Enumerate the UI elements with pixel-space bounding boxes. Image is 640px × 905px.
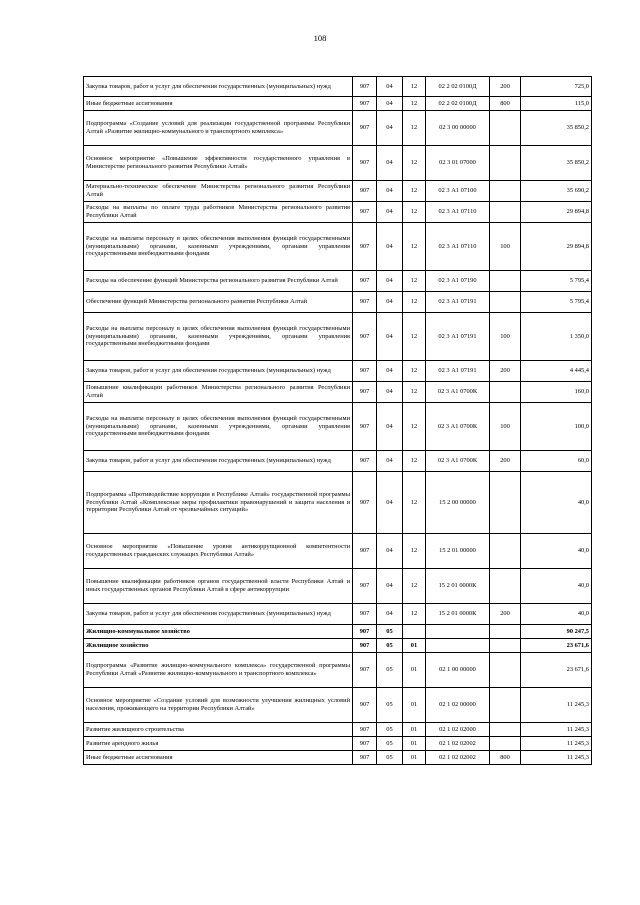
row-target-article: 02 3 01 07000 — [426, 146, 490, 181]
budget-table — [83, 76, 592, 765]
table-row — [84, 382, 592, 403]
table-row — [84, 569, 592, 604]
row-amount: 725,0 — [521, 77, 592, 97]
row-amount: 1 350,0 — [521, 313, 592, 361]
row-description: Закупка товаров, работ и услуг для обеспечения государственных (муниципальных) нужд — [84, 451, 353, 472]
row-description: Основное мероприятие «Повышение уровня антикоррупционной компетентности государственных гражданских служащих Республики Алтай» — [84, 534, 353, 569]
row-section-code: 04 — [377, 534, 403, 569]
row-section-code: 04 — [377, 403, 403, 451]
row-expense-type — [490, 569, 521, 604]
row-section-code: 04 — [377, 146, 403, 181]
row-ministry-code: 907 — [353, 472, 377, 534]
row-target-article: 02 3 А1 0700К — [426, 451, 490, 472]
row-ministry-code: 907 — [353, 77, 377, 97]
row-description: Расходы на выплаты персоналу в целях обеспечения выполнения функций государственными (муниципальными) органами, казенными учреждениями, органами управления государственными внебюджетными фондами — [84, 223, 353, 271]
row-amount: 35 690,2 — [521, 181, 592, 202]
row-ministry-code: 907 — [353, 223, 377, 271]
row-description: Основное мероприятие «Создание условий для возможности улучшения жилищных условий населения, проживающего на территории Республики Алтай» — [84, 688, 353, 723]
row-description: Подпрограмма «Создание условий для реализации государственной программы Республики Алтай «Развитие жилищно-коммунального и транспортного комплекса» — [84, 111, 353, 146]
row-target-article: 02 1 02 00000 — [426, 688, 490, 723]
row-section-code: 04 — [377, 569, 403, 604]
row-target-article: 02 1 02 02002 — [426, 751, 490, 765]
row-target-article: 02 2 02 0100Д — [426, 97, 490, 111]
row-description: Подпрограмма «Противодействие коррупции в Республике Алтай» государственной программы Республики Алтай «Комплексные меры профилактики правонарушений и защита населения и территории Республики Алтай от чрезвычайных ситуаций» — [84, 472, 353, 534]
row-subsection-code: 01 — [403, 737, 426, 751]
row-amount: 160,0 — [521, 382, 592, 403]
table-row — [84, 625, 592, 639]
row-subsection-code: 12 — [403, 451, 426, 472]
row-expense-type: 200 — [490, 77, 521, 97]
row-section-code: 04 — [377, 202, 403, 223]
row-expense-type: 100 — [490, 223, 521, 271]
table-row — [84, 271, 592, 292]
row-description: Жилищно-коммунальное хозяйство — [84, 625, 353, 639]
row-description: Расходы на обеспечение функций Министерства регионального развития Республики Алтай — [84, 271, 353, 292]
row-target-article: 15 2 01 00000 — [426, 534, 490, 569]
row-target-article: 15 2 00 00000 — [426, 472, 490, 534]
row-ministry-code: 907 — [353, 451, 377, 472]
row-section-code: 04 — [377, 271, 403, 292]
row-ministry-code: 907 — [353, 737, 377, 751]
row-subsection-code: 12 — [403, 77, 426, 97]
table-row — [84, 751, 592, 765]
row-section-code: 04 — [377, 451, 403, 472]
row-description: Основное мероприятие «Повышение эффективности государственного управления в Министерстве регионального развития Республики Алтай» — [84, 146, 353, 181]
row-subsection-code: 01 — [403, 639, 426, 653]
row-subsection-code: 12 — [403, 223, 426, 271]
row-ministry-code: 907 — [353, 111, 377, 146]
row-subsection-code: 12 — [403, 382, 426, 403]
page-number: 108 — [313, 33, 327, 43]
row-subsection-code: 01 — [403, 723, 426, 737]
row-section-code: 05 — [377, 688, 403, 723]
row-target-article: 02 1 02 02002 — [426, 737, 490, 751]
row-section-code: 04 — [377, 292, 403, 313]
row-expense-type — [490, 382, 521, 403]
row-description: Жилищное хозяйство — [84, 639, 353, 653]
row-subsection-code: 12 — [403, 111, 426, 146]
table-row — [84, 77, 592, 97]
row-section-code: 05 — [377, 723, 403, 737]
row-section-code: 04 — [377, 97, 403, 111]
row-ministry-code: 907 — [353, 313, 377, 361]
row-target-article: 15 2 01 0000К — [426, 604, 490, 625]
row-description: Повышение квалификации работников Министерства регионального развития Республики Алтай — [84, 382, 353, 403]
row-subsection-code: 01 — [403, 751, 426, 765]
table-row — [84, 361, 592, 382]
row-amount: 60,0 — [521, 451, 592, 472]
row-target-article — [426, 625, 490, 639]
row-description: Обеспечение функций Министерства регионального развития Республики Алтай — [84, 292, 353, 313]
row-section-code: 04 — [377, 77, 403, 97]
row-subsection-code: 01 — [403, 653, 426, 688]
row-ministry-code: 907 — [353, 625, 377, 639]
row-ministry-code: 907 — [353, 688, 377, 723]
row-subsection-code: 12 — [403, 271, 426, 292]
row-amount: 29 894,8 — [521, 223, 592, 271]
row-ministry-code: 907 — [353, 292, 377, 313]
row-section-code: 05 — [377, 737, 403, 751]
row-target-article: 02 2 02 0100Д — [426, 77, 490, 97]
row-target-article: 02 3 А1 07190 — [426, 271, 490, 292]
row-amount: 11 245,3 — [521, 688, 592, 723]
row-amount: 29 894,8 — [521, 202, 592, 223]
row-target-article: 02 3 А1 07191 — [426, 313, 490, 361]
row-amount: 4 445,4 — [521, 361, 592, 382]
table-row — [84, 223, 592, 271]
row-ministry-code: 907 — [353, 569, 377, 604]
row-expense-type — [490, 723, 521, 737]
row-subsection-code: 12 — [403, 146, 426, 181]
row-target-article: 02 3 00 00000 — [426, 111, 490, 146]
row-amount: 5 795,4 — [521, 271, 592, 292]
row-amount: 40,0 — [521, 604, 592, 625]
row-subsection-code: 12 — [403, 313, 426, 361]
row-amount: 115,0 — [521, 97, 592, 111]
row-section-code: 04 — [377, 313, 403, 361]
row-target-article: 02 1 00 00000 — [426, 653, 490, 688]
row-target-article — [426, 639, 490, 653]
row-amount: 100,0 — [521, 403, 592, 451]
table-row — [84, 534, 592, 569]
row-description: Материально-техническое обеспечение Министерства регионального развития Республики Алтай — [84, 181, 353, 202]
table-row — [84, 403, 592, 451]
row-subsection-code: 12 — [403, 604, 426, 625]
row-description: Иные бюджетные ассигнования — [84, 97, 353, 111]
row-subsection-code: 12 — [403, 361, 426, 382]
row-section-code: 05 — [377, 751, 403, 765]
row-expense-type — [490, 271, 521, 292]
row-description: Расходы на выплаты по оплате труда работников Министерства регионального развития Республики Алтай — [84, 202, 353, 223]
row-ministry-code: 907 — [353, 271, 377, 292]
row-subsection-code: 12 — [403, 569, 426, 604]
row-ministry-code: 907 — [353, 202, 377, 223]
row-amount: 11 245,3 — [521, 737, 592, 751]
row-section-code: 04 — [377, 382, 403, 403]
table-row — [84, 97, 592, 111]
table-row — [84, 313, 592, 361]
row-ministry-code: 907 — [353, 604, 377, 625]
table-row — [84, 604, 592, 625]
row-section-code: 04 — [377, 111, 403, 146]
row-ministry-code: 907 — [353, 97, 377, 111]
row-ministry-code: 907 — [353, 653, 377, 688]
row-expense-type — [490, 534, 521, 569]
row-subsection-code: 12 — [403, 292, 426, 313]
row-amount: 35 850,2 — [521, 111, 592, 146]
row-description: Иные бюджетные ассигнования — [84, 751, 353, 765]
row-ministry-code: 907 — [353, 181, 377, 202]
row-expense-type — [490, 292, 521, 313]
row-description: Расходы на выплаты персоналу в целях обеспечения выполнения функций государственными (муниципальными) органами, казенными учреждениями, органами управления государственными внебюджетными фондами — [84, 403, 353, 451]
row-expense-type — [490, 625, 521, 639]
row-description: Развитие арендного жилья — [84, 737, 353, 751]
row-target-article: 02 3 А1 07191 — [426, 361, 490, 382]
row-target-article: 02 3 А1 07110 — [426, 223, 490, 271]
row-expense-type — [490, 472, 521, 534]
table-row — [84, 653, 592, 688]
row-section-code: 04 — [377, 181, 403, 202]
row-subsection-code: 12 — [403, 472, 426, 534]
row-target-article: 02 3 А1 0700К — [426, 382, 490, 403]
row-section-code: 05 — [377, 653, 403, 688]
table-row — [84, 639, 592, 653]
row-ministry-code: 907 — [353, 751, 377, 765]
row-expense-type — [490, 737, 521, 751]
row-expense-type: 100 — [490, 313, 521, 361]
row-expense-type — [490, 688, 521, 723]
row-ministry-code: 907 — [353, 403, 377, 451]
row-expense-type — [490, 202, 521, 223]
row-expense-type — [490, 111, 521, 146]
row-amount: 23 671,6 — [521, 639, 592, 653]
row-target-article: 02 3 А1 0700К — [426, 403, 490, 451]
table-row — [84, 181, 592, 202]
row-subsection-code: 01 — [403, 688, 426, 723]
row-ministry-code: 907 — [353, 639, 377, 653]
table-row — [84, 202, 592, 223]
row-target-article: 02 3 А1 07110 — [426, 202, 490, 223]
row-target-article: 15 2 01 0000К — [426, 569, 490, 604]
row-amount: 11 245,3 — [521, 723, 592, 737]
row-section-code: 04 — [377, 472, 403, 534]
row-target-article: 02 3 А1 07191 — [426, 292, 490, 313]
table-row — [84, 723, 592, 737]
row-description: Закупка товаров, работ и услуг для обеспечения государственных (муниципальных) нужд — [84, 361, 353, 382]
row-amount: 23 671,6 — [521, 653, 592, 688]
row-target-article: 02 3 А1 07100 — [426, 181, 490, 202]
row-expense-type: 100 — [490, 403, 521, 451]
row-amount: 40,0 — [521, 472, 592, 534]
table-row — [84, 146, 592, 181]
row-expense-type — [490, 639, 521, 653]
row-amount: 40,0 — [521, 569, 592, 604]
row-expense-type — [490, 146, 521, 181]
row-expense-type — [490, 181, 521, 202]
row-ministry-code: 907 — [353, 382, 377, 403]
row-amount: 5 795,4 — [521, 292, 592, 313]
row-expense-type: 200 — [490, 361, 521, 382]
row-subsection-code: 12 — [403, 403, 426, 451]
table-row — [84, 111, 592, 146]
row-expense-type — [490, 653, 521, 688]
row-expense-type: 800 — [490, 751, 521, 765]
row-subsection-code: 12 — [403, 534, 426, 569]
row-target-article: 02 1 02 02000 — [426, 723, 490, 737]
row-amount: 40,0 — [521, 534, 592, 569]
row-ministry-code: 907 — [353, 146, 377, 181]
table-row — [84, 292, 592, 313]
row-section-code: 04 — [377, 223, 403, 271]
row-subsection-code: 12 — [403, 97, 426, 111]
table-row — [84, 688, 592, 723]
budget-table-body — [84, 77, 592, 765]
table-row — [84, 451, 592, 472]
row-description: Повышение квалификации работников органов государственной власти Республики Алтай и иных государственных органов Республики Алтай в сфере антикоррупции — [84, 569, 353, 604]
row-amount: 35 850,2 — [521, 146, 592, 181]
table-row — [84, 737, 592, 751]
row-section-code: 05 — [377, 639, 403, 653]
row-section-code: 04 — [377, 361, 403, 382]
row-description: Подпрограмма «Развитие жилищно-коммунального комплекса» государственной программы Республики Алтай «Развитие жилищно-коммунального и транспортного комплекса» — [84, 653, 353, 688]
row-description: Развитие жилищного строительства — [84, 723, 353, 737]
row-section-code: 04 — [377, 604, 403, 625]
row-description: Расходы на выплаты персоналу в целях обеспечения выполнения функций государственными (муниципальными) органами, казенными учреждениями, органами управления государственными внебюджетными фондами — [84, 313, 353, 361]
row-ministry-code: 907 — [353, 723, 377, 737]
row-subsection-code: 12 — [403, 202, 426, 223]
row-ministry-code: 907 — [353, 534, 377, 569]
table-row — [84, 472, 592, 534]
row-section-code: 05 — [377, 625, 403, 639]
row-expense-type: 200 — [490, 604, 521, 625]
row-expense-type: 800 — [490, 97, 521, 111]
row-description: Закупка товаров, работ и услуг для обеспечения государственных (муниципальных) нужд — [84, 604, 353, 625]
row-amount: 90 247,5 — [521, 625, 592, 639]
row-ministry-code: 907 — [353, 361, 377, 382]
row-subsection-code — [403, 625, 426, 639]
row-expense-type: 200 — [490, 451, 521, 472]
row-subsection-code: 12 — [403, 181, 426, 202]
row-description: Закупка товаров, работ и услуг для обеспечения государственных (муниципальных) нужд — [84, 77, 353, 97]
row-amount: 11 245,3 — [521, 751, 592, 765]
